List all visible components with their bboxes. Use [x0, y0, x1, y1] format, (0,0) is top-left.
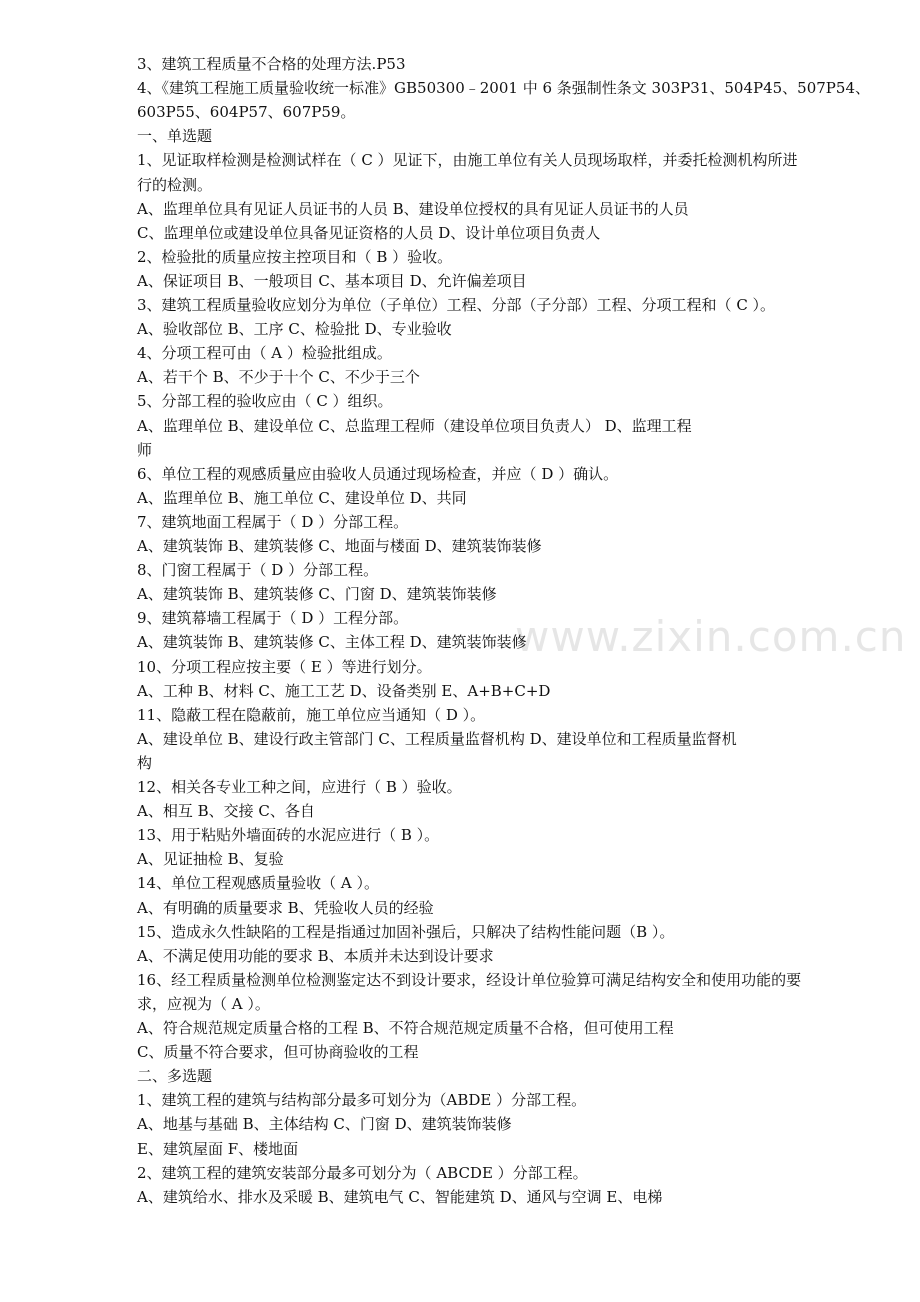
text-line: 15、造成永久性缺陷的工程是指通过加固补强后，只解决了结构性能问题（B ）。	[137, 922, 675, 941]
text-line: 11、隐蔽工程在隐蔽前，施工单位应当通知（ D ）。	[137, 705, 486, 724]
text-line: A、建筑装饰 B、建筑装修 C、门窗 D、建筑装饰装修	[137, 585, 497, 604]
text-line: A、建筑装饰 B、建筑装修 C、地面与楼面 D、建筑装饰装修	[137, 537, 542, 555]
text-line: A、若干个 B、不少于十个 C、不少于三个	[137, 368, 420, 387]
text-line: 5、分部工程的验收应由（ C ）组织。	[137, 392, 393, 411]
text-line: A、工种 B、材料 C、施工工艺 D、设备类别 E、A+B+C+D	[137, 681, 551, 700]
text-line: A、保证项目 B、一般项目 C、基本项目 D、允许偏差项目	[137, 271, 527, 290]
text-line: 14、单位工程观感质量验收（ A ）。	[137, 874, 379, 893]
text-line: 3、建筑工程质量验收应划分为单位（子单位）工程、分部（子分部）工程、分项工程和（ C ）。	[137, 296, 776, 314]
text-line: 8、门窗工程属于（ D ）分部工程。	[137, 561, 379, 580]
text-line: A、符合规范规定质量合格的工程 B、不符合规范规定质量不合格，但可使用工程	[137, 1019, 674, 1037]
text-line: 4、《建筑工程施工质量验收统一标准》GB50300﹣2001 中 6 条强制性条文 303P31、504P45、507P54、	[137, 79, 870, 98]
text-line: 一、单选题	[137, 127, 213, 146]
text-line: 6、单位工程的观感质量应由验收人员通过现场检查，并应（ D ）确认。	[137, 464, 619, 483]
text-line: 行的检测。	[137, 175, 213, 194]
text-line: 2、建筑工程的建筑安装部分最多可划分为（ ABCDE ）分部工程。	[137, 1163, 588, 1182]
text-line: A、建设单位 B、建设行政主管部门 C、工程质量监督机构 D、建设单位和工程质量监督机	[137, 729, 737, 748]
text-line: E、建筑屋面 F、楼地面	[137, 1139, 299, 1158]
text-line: 13、用于粘贴外墙面砖的水泥应进行（ B ）。	[137, 826, 440, 845]
text-line: 4、分项工程可由（ A ）检验批组成。	[137, 344, 392, 363]
text-line: 构	[137, 753, 153, 772]
text-line: A、监理单位 B、施工单位 C、建设单位 D、共同	[137, 488, 467, 507]
text-line: 16、经工程质量检测单位检测鉴定达不到设计要求，经设计单位验算可满足结构安全和使用功能的要	[137, 970, 802, 989]
text-line: A、验收部位 B、工序 C、检验批 D、专业验收	[137, 320, 452, 339]
text-line: 1、建筑工程的建筑与结构部分最多可划分为（ABDE ）分部工程。	[137, 1091, 587, 1110]
text-line: 3、建筑工程质量不合格的处理方法.P53	[137, 55, 406, 73]
text-line: A、监理单位具有见证人员证书的人员 B、建设单位授权的具有见证人员证书的人员	[137, 199, 689, 218]
text-line: 12、相关各专业工种之间，应进行（ B ）验收。	[137, 778, 462, 796]
text-line: 师	[137, 440, 153, 459]
text-line: A、不满足使用功能的要求 B、本质并未达到设计要求	[137, 946, 494, 965]
text-line: 7、建筑地面工程属于（ D ）分部工程。	[137, 512, 409, 531]
text-line: 求，应视为（ A ）。	[137, 994, 270, 1013]
text-line: A、有明确的质量要求 B、凭验收人员的经验	[137, 898, 434, 917]
text-line: 2、检验批的质量应按主控项目和（ B ）验收。	[137, 247, 453, 266]
text-line: A、监理单位 B、建设单位 C、总监理工程师（建设单位项目负责人） D、监理工程	[137, 416, 692, 435]
text-line: C、监理单位或建设单位具备见证资格的人员 D、设计单位项目负责人	[137, 223, 601, 242]
text-line: 603P55、604P57、607P59。	[137, 103, 356, 122]
text-line: A、建筑装饰 B、建筑装修 C、主体工程 D、建筑装饰装修	[137, 633, 527, 652]
text-line: C、质量不符合要求，但可协商验收的工程	[137, 1043, 419, 1062]
text-line: A、建筑给水、排水及采暖 B、建筑电气 C、智能建筑 D、通风与空调 E、电梯	[137, 1187, 663, 1206]
text-line: A、地基与基础 B、主体结构 C、门窗 D、建筑装饰装修	[137, 1115, 512, 1134]
text-line: 10、分项工程应按主要（ E ）等进行划分。	[137, 657, 432, 676]
text-line: 9、建筑幕墙工程属于（ D ）工程分部。	[137, 609, 409, 628]
text-line: A、相互 B、交接 C、各自	[137, 802, 315, 821]
watermark: www.zixin.com.cn	[515, 612, 907, 661]
text-line: A、见证抽检 B、复验	[137, 850, 284, 869]
text-line: 1、见证取样检测是检测试样在（ C ）见证下，由施工单位有关人员现场取样，并委托检测机构所进	[137, 151, 798, 170]
text-line: 二、多选题	[137, 1067, 213, 1086]
